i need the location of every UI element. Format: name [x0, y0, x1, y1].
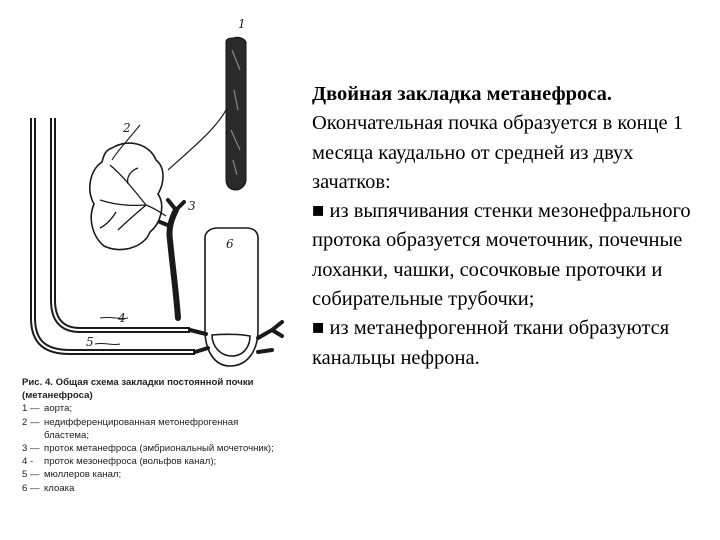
- paragraph-intro: Окончательная почка образуется в конце 1 месяца каудально от средней из двух зачатков:: [312, 112, 683, 193]
- heading: Двойная закладка метанефроса.: [312, 83, 613, 105]
- body-text: [312, 80, 707, 373]
- legend-item: 2 — недифференцированная метонефрогенная бластема;: [22, 416, 239, 441]
- legend-item: 3 — проток метанефроса (эмбриональный мочеточник);: [22, 443, 274, 455]
- label-num-5: 5: [86, 335, 94, 349]
- label-num-6: 6: [226, 237, 234, 251]
- legend-item: 4 - проток мезонефроса (вольфов канал);: [22, 456, 217, 468]
- bullet-item: ■ из метанефрогенной ткани образуются канальцы нефрона.: [312, 317, 670, 369]
- label-num-2: 2: [123, 121, 131, 135]
- label-num-4: 4: [118, 311, 126, 325]
- label-num-1: 1: [238, 17, 246, 31]
- label-num-3: 3: [188, 199, 196, 213]
- metanephros-figure: [0, 0, 300, 540]
- legend-item: 5 — мюллеров канал;: [22, 469, 122, 481]
- legend-item: 6 — клоака: [22, 482, 75, 494]
- caption-title: Рис. 4. Общая схема закладки постоянной почки (метанефроса): [22, 377, 254, 402]
- legend-item: 1 — аорта;: [22, 403, 73, 415]
- blastema-shape: [90, 143, 163, 249]
- figure-caption: [22, 376, 284, 495]
- embryo-kidney-diagram: [0, 0, 300, 380]
- bullet-item: ■ из выпячивания стенки мезонефрального протока образуется мочеточник, почечные лоханки, чашки, сосочковые проточки и собирательные трубочки;: [312, 200, 691, 311]
